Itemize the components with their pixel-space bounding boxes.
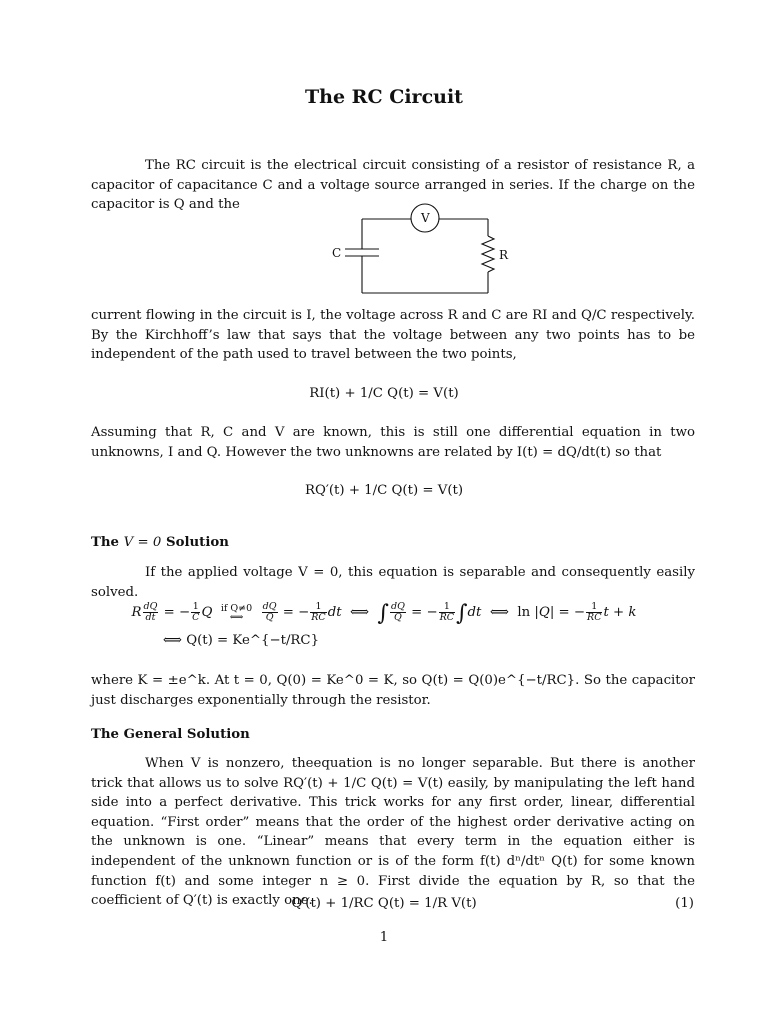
resistor — [482, 236, 494, 272]
rc-circuit-diagram — [0, 200, 768, 300]
paragraph-kirchhoff: current flowing in the circuit is I, the voltage across R and C are RI and Q/C respectively. By the Kirchhoff’s law that says that the voltage between any two points has to be independent of the path used to travel between the two points, — [91, 308, 695, 363]
if-q-nonzero-label: if Q≠0 — [220, 602, 253, 614]
equation-separable-chain: R $\frac{dQ}{dt}$ = − $\frac{1}{C}$ Q if Q≠0 ⟺ $\frac{dQ}{Q}$ = − $\frac{1}{RC}$ dt ⟺ ∫ $\frac{dQ}{Q}$ = − $\frac{1}{RC}$ ∫dt ⟺ ln |Q| = − $\frac{1}{RC}$ t + k — [131, 601, 637, 626]
equation-differential: RQ′(t) + 1/C Q(t) = V(t) — [304, 483, 464, 498]
equation-normalized: Q′(t) + 1/RC Q(t) = 1/R V(t) — [291, 896, 477, 911]
paragraph-discharge: where K = ±e^k. At t = 0, Q(0) = Ke^0 = K, so Q(t) = Q(0)e^{−t/RC}. So the capacitor just discharges exponentially through the resistor. — [91, 673, 695, 708]
section-heading-v0 — [91, 533, 229, 553]
heading-math: V = 0 — [123, 535, 162, 550]
page-number: 1 — [379, 930, 389, 945]
resistor-label: R — [499, 248, 509, 262]
heading-prefix: The — [91, 535, 120, 550]
page-title: The RC Circuit — [305, 86, 463, 108]
capacitor-label: C — [332, 246, 342, 260]
equation-kirchhoff: RI(t) + 1/C Q(t) = V(t) — [309, 386, 459, 401]
voltage-label: V — [421, 211, 430, 225]
intro-paragraph: The RC circuit is the electrical circuit consisting of a resistor of resistance R, a capacitor of capacitance C and a voltage source arranged in series. If the charge on the capacitor is Q and the — [91, 158, 695, 213]
equation-exponential-solution: ⟺ Q(t) = Ke^{−t/RC} — [162, 633, 320, 648]
paragraph-general-solution: When V is nonzero, theequation is no longer separable. But there is another trick that allows us to solve RQ′(t) + 1/C Q(t) = V(t) easily, by manipulating the left hand side into a perfect derivative. This trick works for any first order, linear, differential equation. “First order” means that the order of the highest order derivative acting on the unknown is one. “Linear” means that every term in the equation either is independent of the unknown function or is of the form f(t) dⁿ/dtⁿ Q(t) for some known function f(t) and some integer n ≥ 0. First divide the equation by R, so that the coefficient of Q′(t) is exactly one. — [91, 756, 695, 909]
equation-number: (1) — [675, 896, 694, 911]
paragraph-separable: If the applied voltage V = 0, this equation is separable and consequently easily solved. — [91, 565, 695, 600]
paragraph-unknowns: Assuming that R, C and V are known, this is still one differential equation in two unknowns, I and Q. However the two unknowns are related by I(t) = dQ/dt(t) so that — [91, 425, 695, 460]
section-heading-general: The General Solution — [91, 727, 250, 742]
heading-suffix: Solution — [165, 535, 229, 550]
